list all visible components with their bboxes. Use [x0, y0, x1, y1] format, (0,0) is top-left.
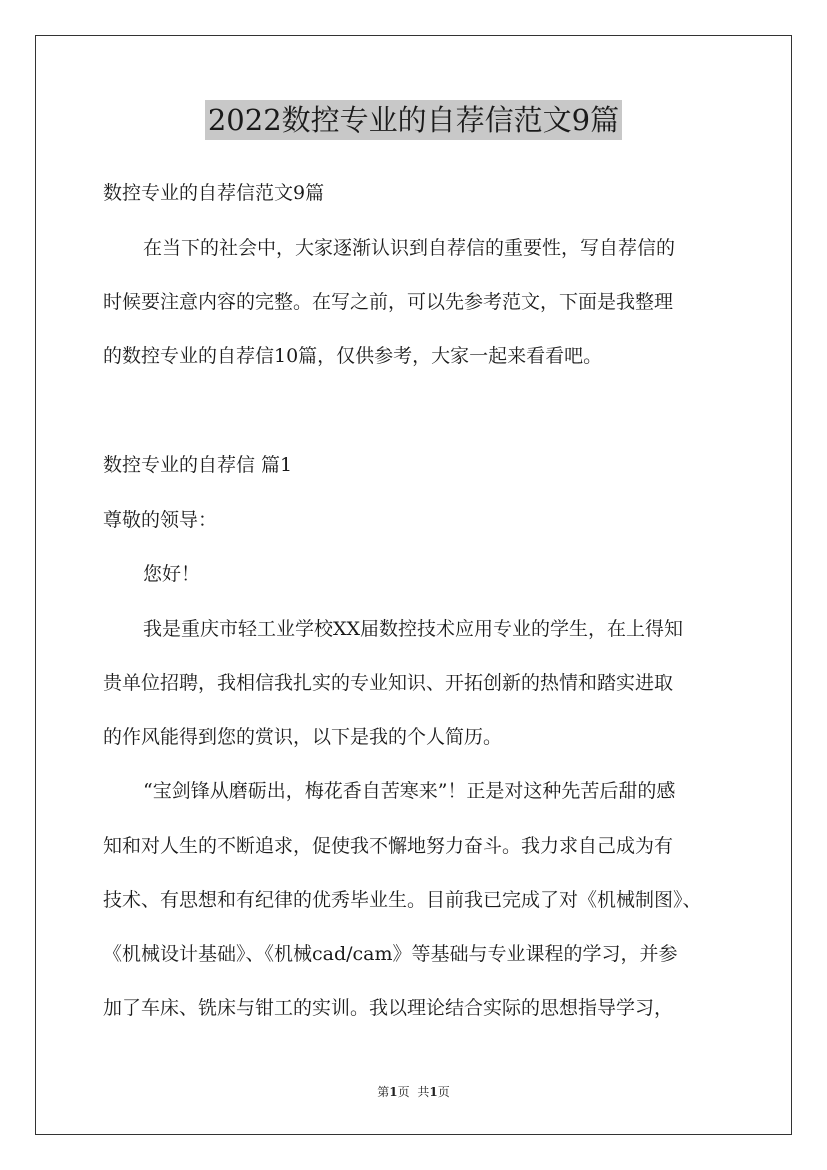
body-line: 知和对人生的不断追求，促使我不懈地努力奋斗。我力求自己成为有 [103, 835, 674, 857]
salutation: 尊敬的领导： [103, 509, 218, 531]
intro-line: 的数控专业的自荐信10篇，仅供参考，大家一起来看看吧。 [103, 345, 603, 367]
greeting: 您好！ [143, 563, 201, 585]
body-line: 的作风能得到您的赏识，以下是我的个人简历。 [103, 726, 503, 748]
document-title: 2022数控专业的自荐信范文9篇 [205, 100, 622, 140]
body-line: 加了车床、铣床与钳工的实训。我以理论结合实际的思想指导学习， [103, 997, 674, 1019]
page-number: 1 [389, 1085, 398, 1099]
body-line: 我是重庆市轻工业学校XX届数控技术应用专业的学生，在上得知 [143, 618, 684, 640]
total-suffix: 页 [437, 1085, 450, 1099]
document-subtitle: 数控专业的自荐信范文9篇 [103, 182, 325, 204]
total-pages: 1 [429, 1085, 438, 1099]
body-line: 《机械设计基础》、《机械cad/cam》等基础与专业课程的学习，并参 [103, 943, 678, 965]
document-title-wrapper [0, 100, 827, 140]
page-footer [0, 1083, 827, 1100]
intro-line: 在当下的社会中，大家逐渐认识到自荐信的重要性，写自荐信的 [143, 237, 676, 259]
page-prefix: 第 [377, 1085, 390, 1099]
section-heading: 数控专业的自荐信 篇1 [103, 454, 293, 476]
body-line: 技术、有思想和有纪律的优秀毕业生。目前我已完成了对《机械制图》、 [103, 889, 702, 911]
body-line: 贵单位招聘，我相信我扎实的专业知识、开拓创新的热情和踏实进取 [103, 672, 674, 694]
intro-line: 时候要注意内容的完整。在写之前，可以先参考范文，下面是我整理 [103, 291, 674, 313]
body-line: “宝剑锋从磨砺出，梅花香自苦寒来”！正是对这种先苦后甜的感 [143, 780, 676, 802]
page-suffix: 页 [397, 1085, 410, 1099]
total-prefix: 共 [417, 1085, 430, 1099]
